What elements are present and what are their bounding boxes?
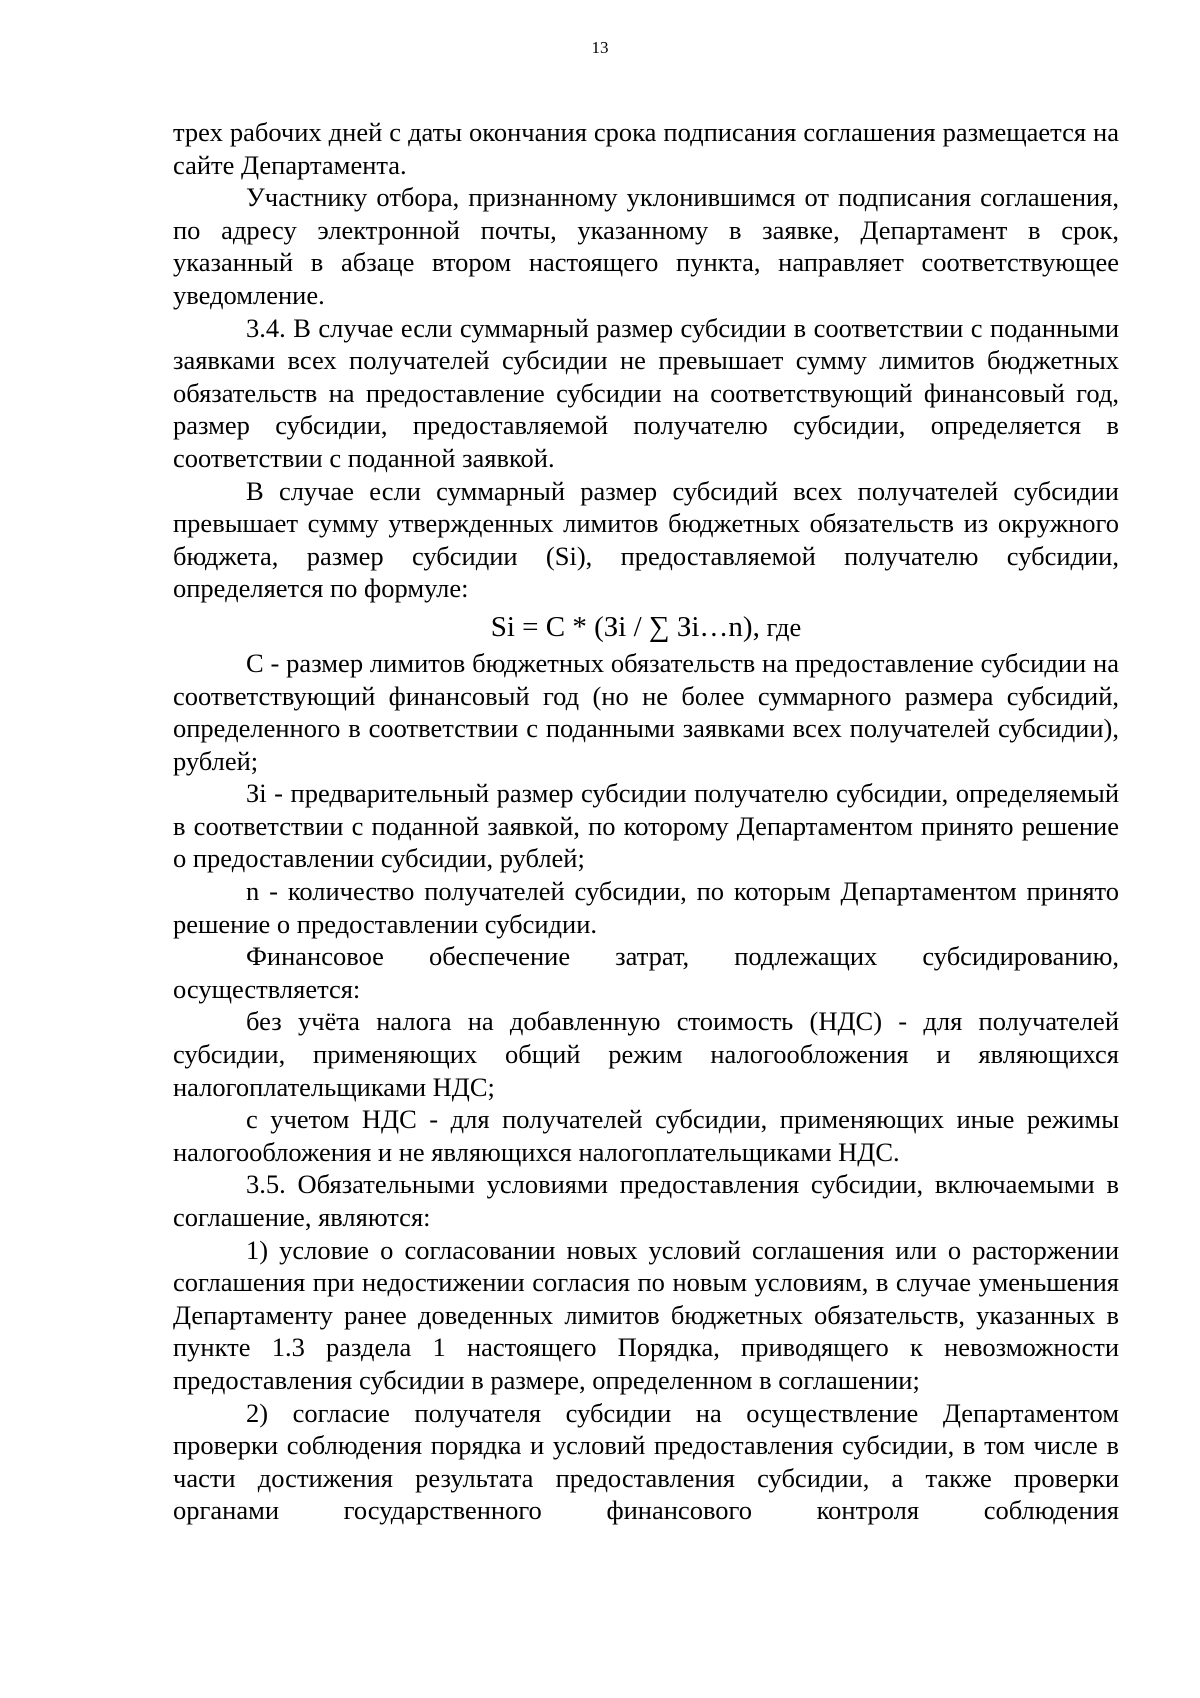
paragraph-3-4: 3.4. В случае если суммарный размер субсидии в соответствии с поданными заявками всех получателей субсидии не превышает сумму лимитов бюджетных обязательств на предоставление субсидии на соответствующий финансовый год, размер субсидии, предоставляемой получателю субсидии, определяется в соответствии с поданной заявкой. xyxy=(173,312,1119,473)
paragraph-without-vat: без учёта налога на добавленную стоимость (НДС) - для получателей субсидии, применяющих общий режим налогообложения и являющихся налогоплательщиками НДС; xyxy=(173,1006,1119,1102)
formula-expression: Si = C * (Зi / ∑ Зi…n), xyxy=(490,610,760,643)
paragraph-condition-1: 1) условие о согласовании новых условий соглашения или о расторжении соглашения при недостижении согласия по новым условиям, в случае уменьшения Департаменту ранее доведенных лимитов бюджетных обязательств, указанных в пункте 1.3 раздела 1 настоящего Порядка, приводящего к невозможности предоставления субсидии в размере, определенном в соглашении; xyxy=(173,1234,1119,1395)
paragraph-condition-2: 2) согласие получателя субсидии на осуществление Департаментом проверки соблюдения порядка и условий предоставления субсидии, в том числе в части достижения результата предоставления субсидии, а также проверки органами государственного финансового контроля соблюдения xyxy=(173,1397,1119,1526)
page-number: 13 xyxy=(591,38,609,57)
paragraph-continuation: трех рабочих дней с даты окончания срока подписания соглашения размещается на сайте Департамента. xyxy=(173,117,1119,180)
paragraph-with-vat: с учетом НДС - для получателей субсидии, применяющих иные режимы налогообложения и не являющихся налогоплательщиками НДС. xyxy=(173,1104,1119,1167)
paragraph-formula-intro: В случае если суммарный размер субсидий всех получателей субсидии превышает сумму утвержденных лимитов бюджетных обязательств из окружного бюджета, размер субсидии (Si), предоставляемой получателю субсидии, определяется по формуле: xyxy=(173,475,1119,604)
document-body xyxy=(173,116,1119,1527)
paragraph-def-n: n - количество получателей субсидии, по которым Департаментом принято решение о предоставлении субсидии. xyxy=(173,876,1119,939)
paragraph-def-c: С - размер лимитов бюджетных обязательств на предоставление субсидии на соответствующий финансовый год (но не более суммарного размера субсидий, определенного в соответствии с поданными заявками всех получателей субсидии), рублей; xyxy=(173,647,1119,776)
paragraph-def-zi: Зi - предварительный размер субсидии получателю субсидии, определяемый в соответствии с поданной заявкой, по которому Департаментом принято решение о предоставлении субсидии, рублей; xyxy=(173,778,1119,874)
paragraph-refusal-notice: Участнику отбора, признанному уклонившимся от подписания соглашения, по адресу электронной почты, указанному в заявке, Департамент в срок, указанный в абзаце втором настоящего пункта, направляет соответствующее уведомление. xyxy=(173,182,1119,310)
formula xyxy=(173,607,1119,647)
paragraph-3-5: 3.5. Обязательными условиями предоставления субсидии, включаемыми в соглашение, являются: xyxy=(173,1169,1119,1232)
formula-tail: где xyxy=(759,611,802,642)
paragraph-financing: Финансовое обеспечение затрат, подлежащих субсидированию, осуществляется: xyxy=(173,941,1119,1004)
